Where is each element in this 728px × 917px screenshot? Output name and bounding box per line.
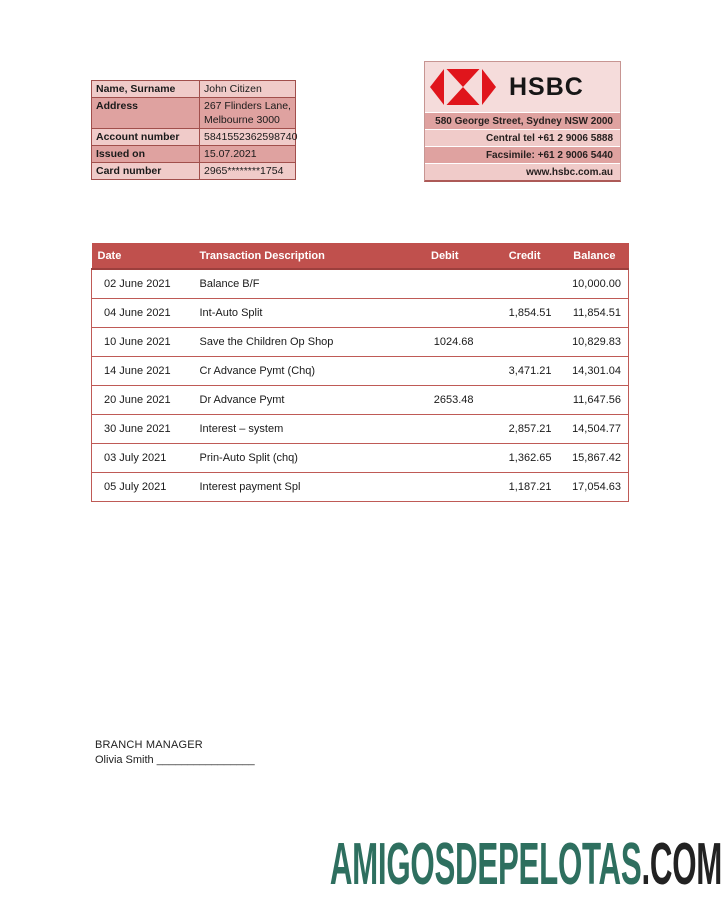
cell-description: Cr Advance Pymt (Chq) [196, 357, 387, 386]
transaction-row [92, 415, 629, 444]
watermark-name: AMIGOSDEPELOTAS [329, 831, 642, 897]
customer-info-row [92, 81, 296, 98]
bank-contact-line: Central tel +61 2 9006 5888 [425, 129, 620, 146]
cell-balance: 14,301.04 [555, 357, 629, 386]
cell-description: Balance B/F [196, 269, 387, 299]
cell-debit [387, 415, 477, 444]
cell-balance: 14,504.77 [555, 415, 629, 444]
cell-debit [387, 269, 477, 299]
hsbc-hexagon-icon [430, 69, 496, 105]
cell-balance: 10,829.83 [555, 328, 629, 357]
cell-description: Save the Children Op Shop [196, 328, 387, 357]
cell-credit [477, 386, 555, 415]
bank-contact-line: Facsimile: +61 2 9006 5440 [425, 146, 620, 163]
transaction-row [92, 473, 629, 502]
cell-description: Interest – system [196, 415, 387, 444]
cell-date: 03 July 2021 [92, 444, 196, 473]
cell-credit: 3,471.21 [477, 357, 555, 386]
bank-contact-line: 580 George Street, Sydney NSW 2000 [425, 112, 620, 129]
column-header-debit: Debit [387, 243, 477, 269]
customer-info-row [92, 146, 296, 163]
customer-info-row [92, 129, 296, 146]
column-header-balance: Balance [555, 243, 629, 269]
cell-description: Dr Advance Pymt [196, 386, 387, 415]
customer-info-row [92, 98, 296, 129]
field-value: John Citizen [200, 81, 296, 98]
field-value: 2965********1754 [200, 163, 296, 180]
bank-header-box [424, 61, 621, 182]
field-value: 15.07.2021 [200, 146, 296, 163]
bank-logo-row [425, 62, 620, 112]
transactions-table [91, 243, 629, 502]
cell-debit [387, 357, 477, 386]
statement-header-row [92, 243, 629, 269]
signature-block [95, 739, 255, 766]
cell-date: 04 June 2021 [92, 299, 196, 328]
bank-contact-line: www.hsbc.com.au [425, 163, 620, 180]
statement-body [92, 269, 629, 502]
transaction-row [92, 269, 629, 299]
field-label: Name, Surname [92, 81, 200, 98]
cell-description: Int-Auto Split [196, 299, 387, 328]
transaction-row [92, 386, 629, 415]
field-value: 5841552362598740 [200, 129, 296, 146]
cell-debit [387, 473, 477, 502]
cell-credit [477, 328, 555, 357]
bank-name: HSBC [509, 72, 584, 101]
field-label: Issued on [92, 146, 200, 163]
field-label: Card number [92, 163, 200, 180]
field-label: Address [92, 98, 200, 129]
bank-contact-rows [425, 112, 620, 180]
column-header-date: Date [92, 243, 196, 269]
customer-info-table [91, 80, 296, 180]
transaction-row [92, 328, 629, 357]
cell-date: 30 June 2021 [92, 415, 196, 444]
branch-manager-title: BRANCH MANAGER [95, 739, 203, 751]
cell-balance: 10,000.00 [555, 269, 629, 299]
watermark-suffix: .COM [641, 831, 722, 897]
cell-debit [387, 299, 477, 328]
cell-debit: 2653.48 [387, 386, 477, 415]
cell-date: 10 June 2021 [92, 328, 196, 357]
cell-credit [477, 269, 555, 299]
cell-balance: 15,867.42 [555, 444, 629, 473]
cell-date: 20 June 2021 [92, 386, 196, 415]
cell-credit: 1,187.21 [477, 473, 555, 502]
signature-line: ________________ [156, 754, 255, 766]
cell-description: Interest payment Spl [196, 473, 387, 502]
cell-date: 14 June 2021 [92, 357, 196, 386]
cell-credit: 2,857.21 [477, 415, 555, 444]
transaction-row [92, 444, 629, 473]
cell-date: 02 June 2021 [92, 269, 196, 299]
signature-line-row [95, 754, 255, 766]
customer-info-body [92, 81, 296, 180]
column-header-credit: Credit [477, 243, 555, 269]
transaction-row [92, 299, 629, 328]
cell-debit: 1024.68 [387, 328, 477, 357]
cell-credit: 1,854.51 [477, 299, 555, 328]
cell-credit: 1,362.65 [477, 444, 555, 473]
cell-balance: 11,647.56 [555, 386, 629, 415]
field-label: Account number [92, 129, 200, 146]
cell-description: Prin-Auto Split (chq) [196, 444, 387, 473]
column-header-transaction-description: Transaction Description [196, 243, 387, 269]
manager-name: Olivia Smith [95, 754, 154, 766]
cell-date: 05 July 2021 [92, 473, 196, 502]
transaction-row [92, 357, 629, 386]
cell-balance: 11,854.51 [555, 299, 629, 328]
cell-debit [387, 444, 477, 473]
customer-info-row [92, 163, 296, 180]
cell-balance: 17,054.63 [555, 473, 629, 502]
field-value: 267 Flinders Lane, Melbourne 3000 [200, 98, 296, 129]
site-watermark [329, 831, 722, 897]
